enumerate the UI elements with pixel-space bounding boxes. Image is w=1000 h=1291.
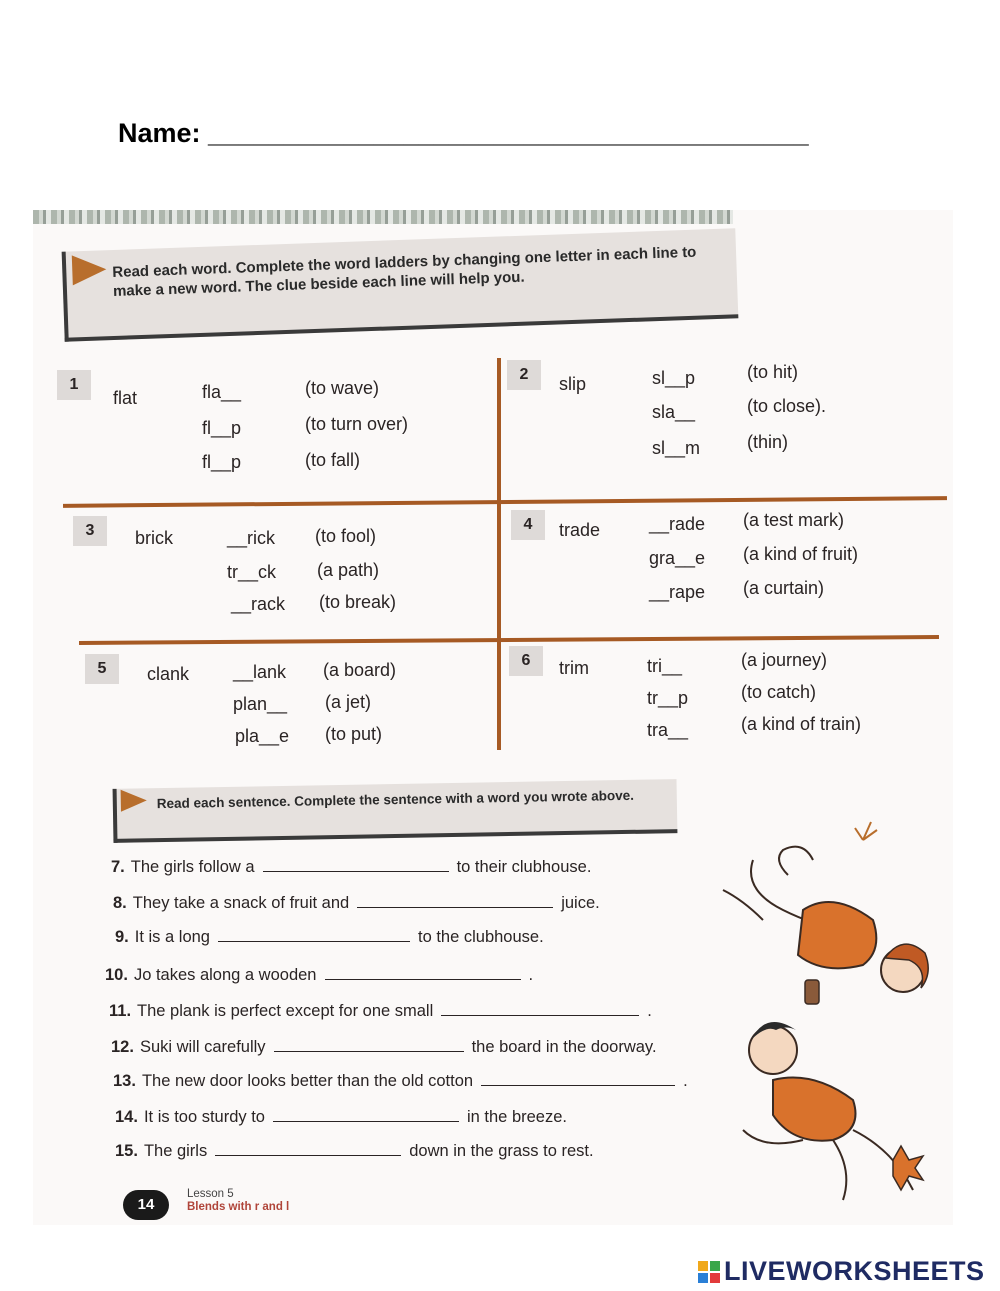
- ladder-start-word: brick: [135, 528, 174, 548]
- ladder-clue: (a path): [317, 560, 380, 580]
- ladder-rung[interactable]: pla__e: [235, 726, 290, 746]
- sentence-text: .: [647, 1002, 652, 1020]
- name-line[interactable]: ________________________________________: [208, 118, 809, 148]
- arrow-flag-icon: [121, 789, 147, 811]
- lesson-title: Lesson 5: [187, 1188, 234, 1200]
- ladder-clue: (a test mark): [743, 510, 845, 530]
- ladder-clue: (to catch): [741, 682, 817, 702]
- ladder-clue: (to close).: [747, 396, 827, 416]
- sentence-9: [115, 928, 544, 947]
- ladder-number: 2: [507, 360, 541, 390]
- ladder-number: 3: [73, 516, 107, 546]
- ladder-clue: (to wave): [305, 378, 380, 398]
- sentence-text: to the clubhouse.: [417, 928, 544, 946]
- grid-divider-vertical: [497, 358, 501, 750]
- ladder-number: 5: [85, 654, 119, 684]
- ladder-clue: (to hit): [747, 362, 799, 382]
- ladder-clue: (to fall): [305, 450, 361, 470]
- sentence-number: 14.: [115, 1108, 138, 1126]
- name-field-label: [118, 118, 809, 149]
- answer-blank[interactable]: [273, 1109, 459, 1122]
- instruction-text-2: Read each sentence. Complete the sentence with a word you wrote above.: [156, 787, 635, 812]
- arrow-flag-icon: [72, 254, 107, 285]
- sentence-text: .: [528, 966, 534, 984]
- ladder-rung[interactable]: __rade: [649, 514, 706, 534]
- answer-blank[interactable]: [441, 1003, 639, 1016]
- answer-blank[interactable]: [274, 1039, 464, 1052]
- logo-text: LIVEWORKSHEETS: [724, 1256, 985, 1286]
- ladder-rung[interactable]: sla__: [652, 402, 696, 422]
- ladder-clue: (to fool): [315, 526, 377, 546]
- ladder-rung[interactable]: gra__e: [649, 548, 706, 568]
- instruction-text-1: Read each word. Complete the word ladders by changing one letter in each line to make a new word. The clue beside each line will help you.: [112, 243, 697, 300]
- ladder-clue: (a board): [323, 660, 397, 680]
- sentence-text: juice.: [561, 894, 600, 912]
- ladder-clue: (a curtain): [743, 578, 825, 598]
- sentence-text: .: [683, 1072, 688, 1090]
- ladder-rung[interactable]: fl__p: [202, 452, 242, 472]
- answer-blank[interactable]: [325, 967, 521, 980]
- page-number-badge: 14: [123, 1190, 169, 1220]
- sentence-text: It is a long: [134, 928, 210, 946]
- answer-blank[interactable]: [263, 859, 449, 872]
- sentence-text: The girls follow a: [130, 858, 255, 876]
- ladder-start-word: trade: [559, 520, 601, 540]
- ladder-rung[interactable]: sl__m: [652, 438, 701, 458]
- ladder-clue: (to put): [325, 724, 383, 744]
- sentence-14: [115, 1108, 567, 1127]
- sentence-text: They take a snack of fruit and: [132, 894, 350, 912]
- ladder-rung[interactable]: plan__: [233, 694, 288, 714]
- ladder-rung[interactable]: fl__p: [202, 418, 242, 438]
- lesson-subtitle: Blends with r and l: [187, 1200, 290, 1213]
- logo-grid-icon: [698, 1261, 720, 1283]
- ladder-rung[interactable]: __lank: [233, 662, 287, 682]
- ladder-start-word: clank: [147, 664, 190, 684]
- instruction-banner-1: [62, 228, 739, 341]
- sentence-text: the board in the doorway.: [471, 1038, 657, 1056]
- answer-blank[interactable]: [218, 929, 410, 942]
- answer-blank[interactable]: [357, 895, 553, 908]
- ladder-number: 6: [509, 646, 543, 676]
- sentence-number: 7.: [111, 858, 125, 876]
- ladder-start-word: flat: [113, 388, 138, 408]
- sentence-11: [109, 1002, 652, 1021]
- ladder-rung[interactable]: tri__: [647, 656, 683, 676]
- girls-resting-illustration: [713, 800, 953, 1220]
- ladder-number: 1: [57, 370, 91, 400]
- ladder-clue: (a jet): [325, 692, 372, 712]
- liveworksheets-logo[interactable]: [698, 1256, 985, 1287]
- sentence-number: 8.: [113, 894, 127, 912]
- sentence-15: [115, 1142, 594, 1161]
- ladder-rung[interactable]: tra__: [647, 720, 689, 740]
- grid-divider-horizontal-2: [79, 635, 939, 645]
- name-label: Name:: [118, 118, 201, 148]
- grid-divider-horizontal-1: [63, 496, 947, 508]
- sentence-number: 11.: [109, 1002, 132, 1020]
- sentence-text: The plank is perfect except for one small: [137, 1002, 434, 1020]
- ladder-clue: (a journey): [741, 650, 828, 670]
- ladder-rung[interactable]: __rick: [227, 528, 276, 548]
- ladder-start-word: trim: [559, 658, 589, 678]
- sentence-number: 12.: [111, 1038, 134, 1056]
- sentence-text: The girls: [143, 1142, 208, 1160]
- sentence-number: 15.: [115, 1142, 138, 1160]
- sentence-12: [111, 1038, 657, 1057]
- sentence-text: in the breeze.: [467, 1108, 567, 1126]
- sentence-8: [113, 894, 600, 913]
- worksheet-scan: [33, 210, 953, 1225]
- scan-edge: [33, 210, 733, 224]
- ladder-rung[interactable]: __rack: [231, 594, 286, 614]
- ladder-rung[interactable]: sl__p: [652, 368, 696, 388]
- ladder-rung[interactable]: fla__: [202, 382, 242, 402]
- ladder-clue: (a kind of fruit): [743, 544, 859, 564]
- ladder-start-word: slip: [559, 374, 587, 394]
- sentence-text: The new door looks better than the old cotton: [141, 1072, 474, 1090]
- sentence-text: to their clubhouse.: [456, 858, 592, 876]
- sentence-text: It is too sturdy to: [143, 1108, 265, 1126]
- sentence-number: 10.: [105, 966, 128, 984]
- sentence-number: 13.: [113, 1072, 136, 1090]
- ladder-rung[interactable]: __rape: [649, 582, 706, 602]
- ladder-rung[interactable]: tr__ck: [227, 562, 277, 582]
- sentence-10: [105, 966, 533, 985]
- instruction-banner-2: [113, 779, 678, 843]
- ladder-number: 4: [511, 510, 545, 540]
- ladder-rung[interactable]: tr__p: [647, 688, 689, 708]
- sentence-text: Suki will carefully: [139, 1038, 266, 1056]
- ladder-clue: (to break): [319, 592, 397, 612]
- ladder-clue: (thin): [747, 432, 789, 452]
- lesson-label: [187, 1188, 289, 1213]
- sentence-13: [113, 1072, 688, 1091]
- sentence-text: down in the grass to rest.: [409, 1142, 594, 1160]
- sentence-number: 9.: [115, 928, 129, 946]
- sentence-7: [111, 858, 591, 877]
- sentence-text: Jo takes along a wooden: [133, 966, 317, 984]
- ladder-clue: (to turn over): [305, 414, 409, 434]
- ladder-clue: (a kind of train): [741, 714, 862, 734]
- answer-blank[interactable]: [215, 1143, 401, 1156]
- answer-blank[interactable]: [481, 1073, 675, 1086]
